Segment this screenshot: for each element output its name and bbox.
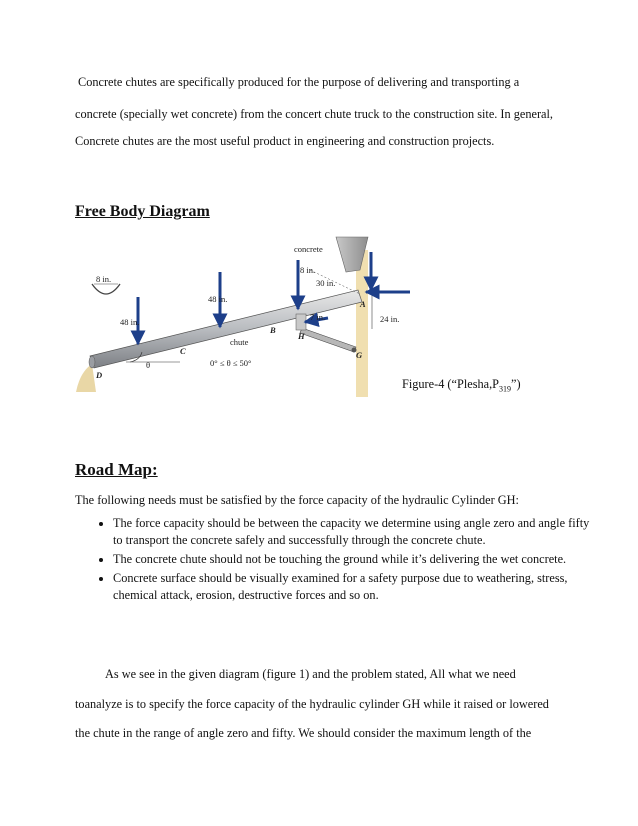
intro-line-3: Concrete chutes are the most useful product in engineering and construction projects. [75, 134, 495, 148]
label-h: H [298, 331, 305, 341]
roadmap-bullet: • The concrete chute should not be touching the ground while it’s delivering the wet concrete. [113, 551, 593, 568]
figure-caption-page: 319 [499, 384, 511, 394]
label-concrete: concrete [294, 244, 323, 254]
roadmap-bullet: • The force capacity should be between the capacity we determine using angle zero and angle fifty to transport the concrete safely and successfully through the concrete chute. [113, 515, 593, 549]
fbd-heading: Free Body Diagram [75, 203, 210, 220]
ground-support-d [76, 364, 96, 392]
label-c: C [180, 346, 186, 356]
label-48-in-lower: 48 in. [120, 317, 140, 327]
chute-cross-section [92, 284, 120, 294]
figure-caption-end: ”) [511, 377, 521, 391]
label-theta: θ [146, 360, 151, 370]
analysis-line-3: the chute in the range of angle zero and fifty. We should consider the maximum length of the [75, 726, 532, 740]
free-body-diagram-figure [70, 232, 420, 397]
label-g: G [356, 350, 363, 360]
label-chute: chute [230, 337, 249, 347]
label-30-in: 30 in. [316, 278, 336, 288]
roadmap-bullet: • Concrete surface should be visually examined for a safety purpose due to weathering, stress, chemical attack, erosion, destructive forces and so on. [113, 570, 593, 604]
label-d: D [96, 370, 103, 380]
figure-caption-main: Figure-4 (“Plesha,P [402, 377, 499, 391]
roadmap-lead: The following needs must be satisfied by the force capacity of the hydraulic Cylinder GH: [75, 493, 519, 507]
label-7-in: 7 in. [310, 312, 326, 322]
label-b: B [270, 325, 276, 335]
label-range: 0° ≤ θ ≤ 50° [210, 358, 252, 368]
intro-line-2: concrete (specially wet concrete) from the concert chute truck to the construction site. In general, [75, 107, 553, 121]
roadmap-heading: Road Map: [75, 460, 158, 479]
label-24-in: 24 in. [380, 314, 400, 324]
intro-line-1: Concrete chutes are specifically produced for the purpose of delivering and transporting a [78, 75, 520, 89]
roadmap-bullet-list [75, 515, 593, 606]
analysis-line-2: toanalyze is to specify the force capacity of the hydraulic cylinder GH while it raised or lowered [75, 697, 549, 711]
label-8-in-top: 8 in. [300, 265, 316, 275]
label-48-in-upper: 48 in. [208, 294, 228, 304]
label-8-in-left: 8 in. [96, 274, 112, 284]
label-a: A [360, 299, 366, 309]
analysis-line-1: As we see in the given diagram (figure 1) and the problem stated, All what we need [105, 667, 516, 681]
figure-caption [402, 377, 521, 393]
truck-wall [356, 250, 368, 397]
